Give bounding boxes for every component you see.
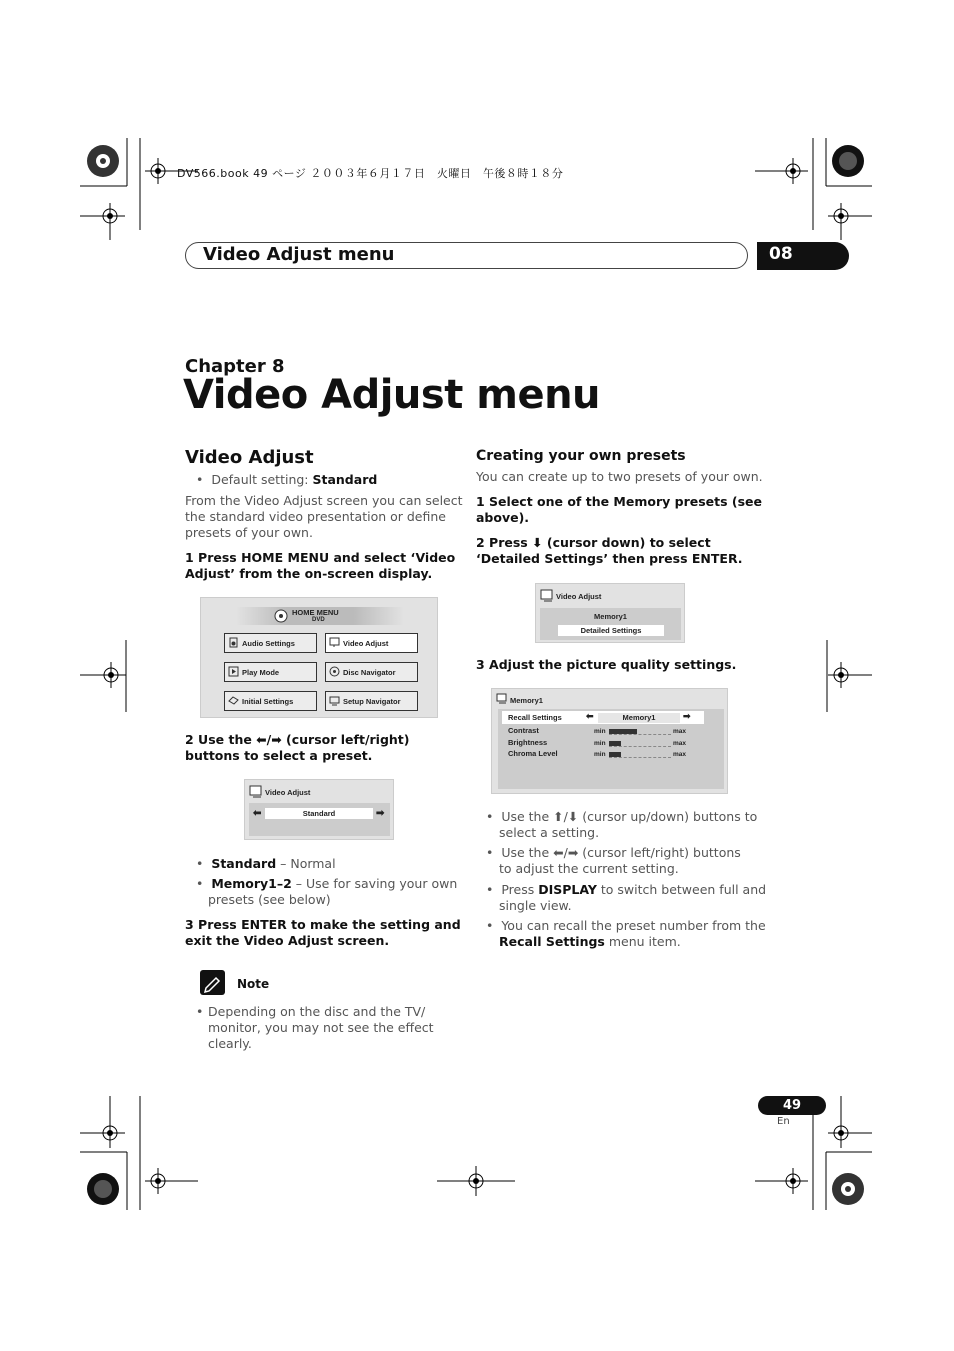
left-arrow-icon[interactable]: ⬅ — [253, 808, 262, 819]
min-label: min — [594, 739, 606, 747]
level-track[interactable] — [609, 752, 671, 758]
adjust-label: Chroma Level — [508, 749, 558, 758]
adjust-label: Contrast — [508, 726, 539, 735]
max-label: max — [673, 728, 687, 735]
max-label: max — [673, 751, 687, 758]
print-slug: DV566.book 49 ページ ２００３年６月１７日 火曜日 午後８時１８分 — [177, 167, 564, 180]
home-menu-title: HOME MENU — [292, 608, 339, 617]
recall-value[interactable]: Memory1 — [598, 713, 680, 723]
chapter-title: Video Adjust menu — [183, 372, 601, 418]
note-bullet: • — [196, 1004, 204, 1019]
bullet-memory-cont: presets (see below) — [208, 892, 331, 907]
menu-disc-navigator[interactable]: Disc Navigator — [325, 662, 418, 682]
video-adjust-icon — [496, 693, 508, 705]
chapter-number-tab: 08 — [757, 242, 849, 270]
right-arrow-icon[interactable]: ➡ — [683, 711, 691, 721]
detailed-settings-screen — [535, 583, 685, 643]
bullet-display-cont: single view. — [499, 898, 572, 913]
right-step-2: 2 Press ⬇ (cursor down) to select ‘Detailed Settings’ then press ENTER. — [476, 535, 743, 566]
recall-label: Recall Settings — [508, 713, 562, 722]
section-heading: Video Adjust — [185, 447, 314, 468]
right-bullet: • Use the ⬅/➡ (cursor left/right) buttons — [486, 845, 741, 860]
menu-setup-navigator[interactable]: Setup Navigator — [325, 691, 418, 711]
presets-intro: You can create up to two presets of your own. — [476, 469, 763, 484]
right-step-1: 1 Select one of the Memory presets (see above). — [476, 494, 763, 525]
video-adjust-icon — [249, 785, 263, 799]
presets-heading: Creating your own presets — [476, 448, 686, 464]
language-code: En — [777, 1116, 790, 1127]
video-adjust-preset-screen — [244, 779, 394, 840]
level-fill — [609, 741, 621, 746]
right-bullet: • Use the ⬆/⬇ (cursor up/down) buttons to — [486, 809, 758, 824]
min-label: min — [594, 728, 606, 735]
level-track[interactable] — [609, 741, 671, 747]
min-label: min — [594, 751, 606, 758]
home-menu-subtitle: DVD — [312, 617, 325, 623]
step-1: 1 Press HOME MENU and select ‘Video Adjust’ from the on-screen display. — [185, 550, 456, 581]
disc-navigator-icon — [329, 666, 340, 677]
right-bullet-cont: to adjust the current setting. — [499, 861, 679, 876]
chapter-label: Chapter 8 — [185, 356, 285, 377]
menu-initial-settings[interactable]: Initial Settings — [224, 691, 317, 711]
adjust-row[interactable] — [492, 749, 729, 760]
adjust-row[interactable] — [492, 738, 729, 749]
right-step-3: 3 Adjust the picture quality settings. — [476, 657, 737, 672]
screen-title: Video Adjust — [265, 788, 311, 797]
intro-paragraph: From the Video Adjust screen you can select the standard video presentation or define presets of your own. — [185, 493, 463, 540]
bullet-recall-cont: Recall Settings menu item. — [499, 934, 681, 949]
screen-title: Video Adjust — [556, 592, 602, 601]
speaker-icon — [228, 637, 239, 648]
level-fill — [609, 752, 621, 757]
step-3: 3 Press ENTER to make the setting and exit the Video Adjust screen. — [185, 917, 461, 948]
step-2: 2 Use the ⬅/➡ (cursor left/right) buttons to select a preset. — [185, 732, 410, 763]
left-arrow-icon[interactable]: ⬅ — [586, 711, 594, 721]
level-fill — [609, 729, 637, 734]
right-bullet-cont: select a setting. — [499, 825, 600, 840]
page-number: 49 — [758, 1096, 826, 1115]
header-title: Video Adjust menu — [203, 244, 395, 265]
adjust-row[interactable] — [492, 726, 729, 737]
bullet-standard: • Standard – Normal — [196, 856, 336, 871]
screen-title: Memory1 — [510, 696, 543, 705]
disc-icon — [274, 609, 288, 623]
home-menu-screen — [200, 597, 438, 718]
menu-video-adjust[interactable]: Video Adjust — [325, 633, 418, 653]
right-arrow-icon[interactable]: ➡ — [376, 808, 385, 819]
level-track[interactable] — [609, 729, 671, 735]
settings-icon — [228, 695, 239, 706]
play-mode-icon — [228, 666, 239, 677]
bullet-memory: • Memory1–2 – Use for saving your own — [196, 876, 458, 891]
menu-audio-settings[interactable]: Audio Settings — [224, 633, 317, 653]
detailed-settings-option[interactable]: Detailed Settings — [558, 625, 664, 636]
note-icon — [200, 970, 225, 995]
setup-navigator-icon — [329, 695, 340, 706]
menu-play-mode[interactable]: Play Mode — [224, 662, 317, 682]
memory-screen — [491, 688, 728, 794]
memory-label: Memory1 — [594, 612, 627, 621]
max-label: max — [673, 739, 687, 747]
bullet-recall: • You can recall the preset number from the — [486, 918, 766, 933]
note-text: Depending on the disc and the TV/ monitor, you may not see the effect clearly. — [208, 1004, 434, 1051]
preset-value[interactable]: Standard — [265, 808, 373, 819]
adjust-label: Brightness — [508, 737, 548, 747]
video-adjust-icon — [540, 589, 554, 603]
note-label: Note — [237, 977, 270, 991]
monitor-icon — [329, 637, 340, 648]
bullet-display: • Press DISPLAY to switch between full and — [486, 882, 767, 897]
default-setting: • Default setting: Standard — [196, 472, 378, 487]
